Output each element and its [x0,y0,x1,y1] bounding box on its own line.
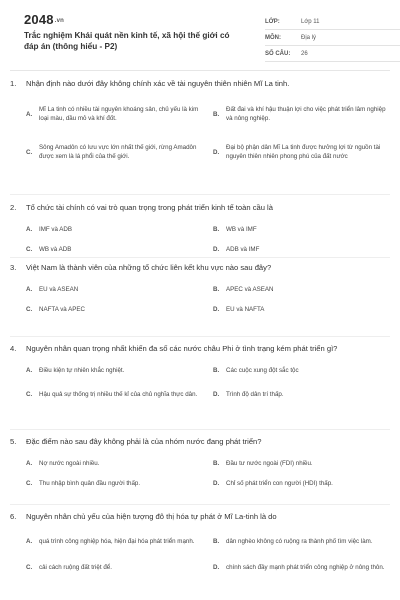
option-b[interactable] [213,453,390,473]
option-d[interactable] [213,239,390,259]
question-number: 5. [10,437,17,446]
option-letter: C. [26,563,33,571]
option-d[interactable] [213,299,390,319]
option-text: quá trình công nghiệp hóa, hiện đại hóa phát triển mạnh. [39,537,195,545]
option-c[interactable] [26,133,203,171]
option-letter: B. [213,225,220,233]
option-text: EU và NAFTA [226,305,265,313]
quiz-title: Trắc nghiệm Khái quát nền kinh tế, xã hội thế giới có đáp án (thông hiểu - P2) [24,31,230,51]
question-1 [10,78,390,171]
option-b[interactable] [213,360,390,380]
option-c[interactable] [26,473,203,493]
option-text: Mĩ La tinh có nhiều tài nguyên khoáng sản, chủ yếu là kim loại màu, dầu mỏ và khí đốt. [39,106,199,122]
meta-row-class [265,14,400,30]
question-text: Việt Nam là thành viên của những tổ chức liên kết khu vực nào sau đây? [26,263,272,272]
option-c[interactable] [26,299,203,319]
option-letter: D. [213,563,220,571]
question-number: 3. [10,263,17,272]
option-text: Hậu quả sự thống trị nhiều thế kỉ của chủ nghĩa thực dân. [39,390,198,398]
site-logo[interactable]: 2048.vn [24,12,65,27]
option-text: Chỉ số phát triển con người (HDI) thấp. [226,479,333,487]
question-divider [10,429,390,430]
option-a[interactable] [26,360,203,380]
question-5 [10,436,390,493]
option-d[interactable] [213,554,390,580]
option-a[interactable] [26,453,203,473]
option-letter: C. [26,305,33,313]
header-divider [10,70,390,71]
meta-row-subject [265,30,400,46]
option-letter: B. [213,366,220,374]
option-text: chính sách đầy mạnh phát triển công nghiệp ở nông thôn. [226,563,385,571]
option-text: Đất đai và khí hậu thuận lợi cho việc phát triển lâm nghiệp và nông nghiệp. [226,106,386,122]
option-text: Điều kiện tự nhiên khắc nghiệt. [39,366,125,374]
option-text: dân nghèo không có ruộng ra thành phố tìm việc làm. [226,537,373,545]
option-c[interactable] [26,239,203,259]
option-d[interactable] [213,380,390,408]
question-text: Đặc điểm nào sau đây không phải là của nhóm nước đang phát triển? [26,437,262,446]
option-text: Trình độ dân trí thấp. [226,390,284,398]
option-letter: D. [213,245,220,253]
meta-value: Địa lý [301,34,317,41]
option-text: NAFTA và APEC [39,305,85,313]
meta-key: SỐ CÂU: [265,50,291,57]
option-text: cải cách ruộng đất triệt để. [39,563,112,571]
option-letter: A. [26,537,33,545]
option-text: WB và IMF [226,225,257,233]
option-b[interactable] [213,279,390,299]
question-divider [10,336,390,337]
question-number: 2. [10,203,17,212]
option-c[interactable] [26,554,203,580]
option-text: EU và ASEAN [39,285,79,293]
option-d[interactable] [213,133,390,171]
meta-row-count [265,46,400,62]
option-letter: B. [213,537,220,545]
option-text: Đại bộ phận dân Mĩ La tinh được hưởng lợi từ nguồn tài nguyên thiên nhiên phong phú của đất nước [226,144,381,160]
meta-value: 26 [301,50,308,57]
option-letter: A. [26,225,33,233]
option-letter: D. [213,479,220,487]
question-2 [10,202,390,259]
question-divider [10,257,390,258]
question-number: 4. [10,344,17,353]
question-3 [10,262,390,319]
option-letter: B. [213,285,220,293]
meta-key: MÔN: [265,34,281,41]
question-divider [10,194,390,195]
option-b[interactable] [213,219,390,239]
option-c[interactable] [26,380,203,408]
question-number: 1. [10,79,17,88]
option-letter: D. [213,305,220,313]
question-text: Nguyên nhân chủ yếu của hiện tượng đô thị hóa tự phát ở Mĩ La-tinh là do [26,512,277,521]
option-letter: A. [26,366,33,374]
question-divider [10,504,390,505]
question-number: 6. [10,512,17,521]
option-d[interactable] [213,473,390,493]
option-letter: D. [213,390,220,398]
option-text: WB và ADB [39,245,72,253]
option-letter: B. [213,110,220,118]
meta-value: Lớp 11 [301,18,320,25]
question-text: Nguyên nhân quan trọng nhất khiến đa số các nước châu Phi ở tình trạng kém phát triển gì? [26,344,338,353]
option-a[interactable] [26,95,203,133]
option-letter: C. [26,148,33,156]
option-letter: C. [26,390,33,398]
option-text: Thu nhập bình quân đầu người thấp. [39,479,141,487]
option-letter: C. [26,479,33,487]
meta-key: LỚP: [265,18,280,25]
question-6 [10,511,390,580]
option-text: IMF và ADB [39,225,73,233]
option-a[interactable] [26,219,203,239]
option-letter: A. [26,110,33,118]
option-letter: A. [26,459,33,467]
quiz-meta [265,14,400,62]
option-letter: C. [26,245,33,253]
option-b[interactable] [213,528,390,554]
question-text: Nhận định nào dưới đây không chính xác về tài nguyên thiên nhiên Mĩ La tinh. [26,79,290,88]
option-text: Các cuộc xung đột sắc tộc [226,366,299,374]
question-4 [10,343,390,408]
option-letter: D. [213,148,220,156]
question-text: Tổ chức tài chính có vai trò quan trọng trong phát triển kinh tế toàn cầu là [26,203,273,212]
option-text: APEC và ASEAN [226,285,274,293]
option-letter: A. [26,285,33,293]
option-text: Đầu tư nước ngoài (FDI) nhiều. [226,459,313,467]
page-header [14,10,386,72]
option-text: Sông Amadôn có lưu vực lớn nhất thế giới, rừng Amadôn được xem là lá phổi của thế giới. [39,144,197,160]
option-a[interactable] [26,279,203,299]
option-text: ADB và IMF [226,245,260,253]
option-b[interactable] [213,95,390,133]
option-a[interactable] [26,528,203,554]
option-letter: B. [213,459,220,467]
option-text: Nợ nước ngoài nhiều. [39,459,100,467]
